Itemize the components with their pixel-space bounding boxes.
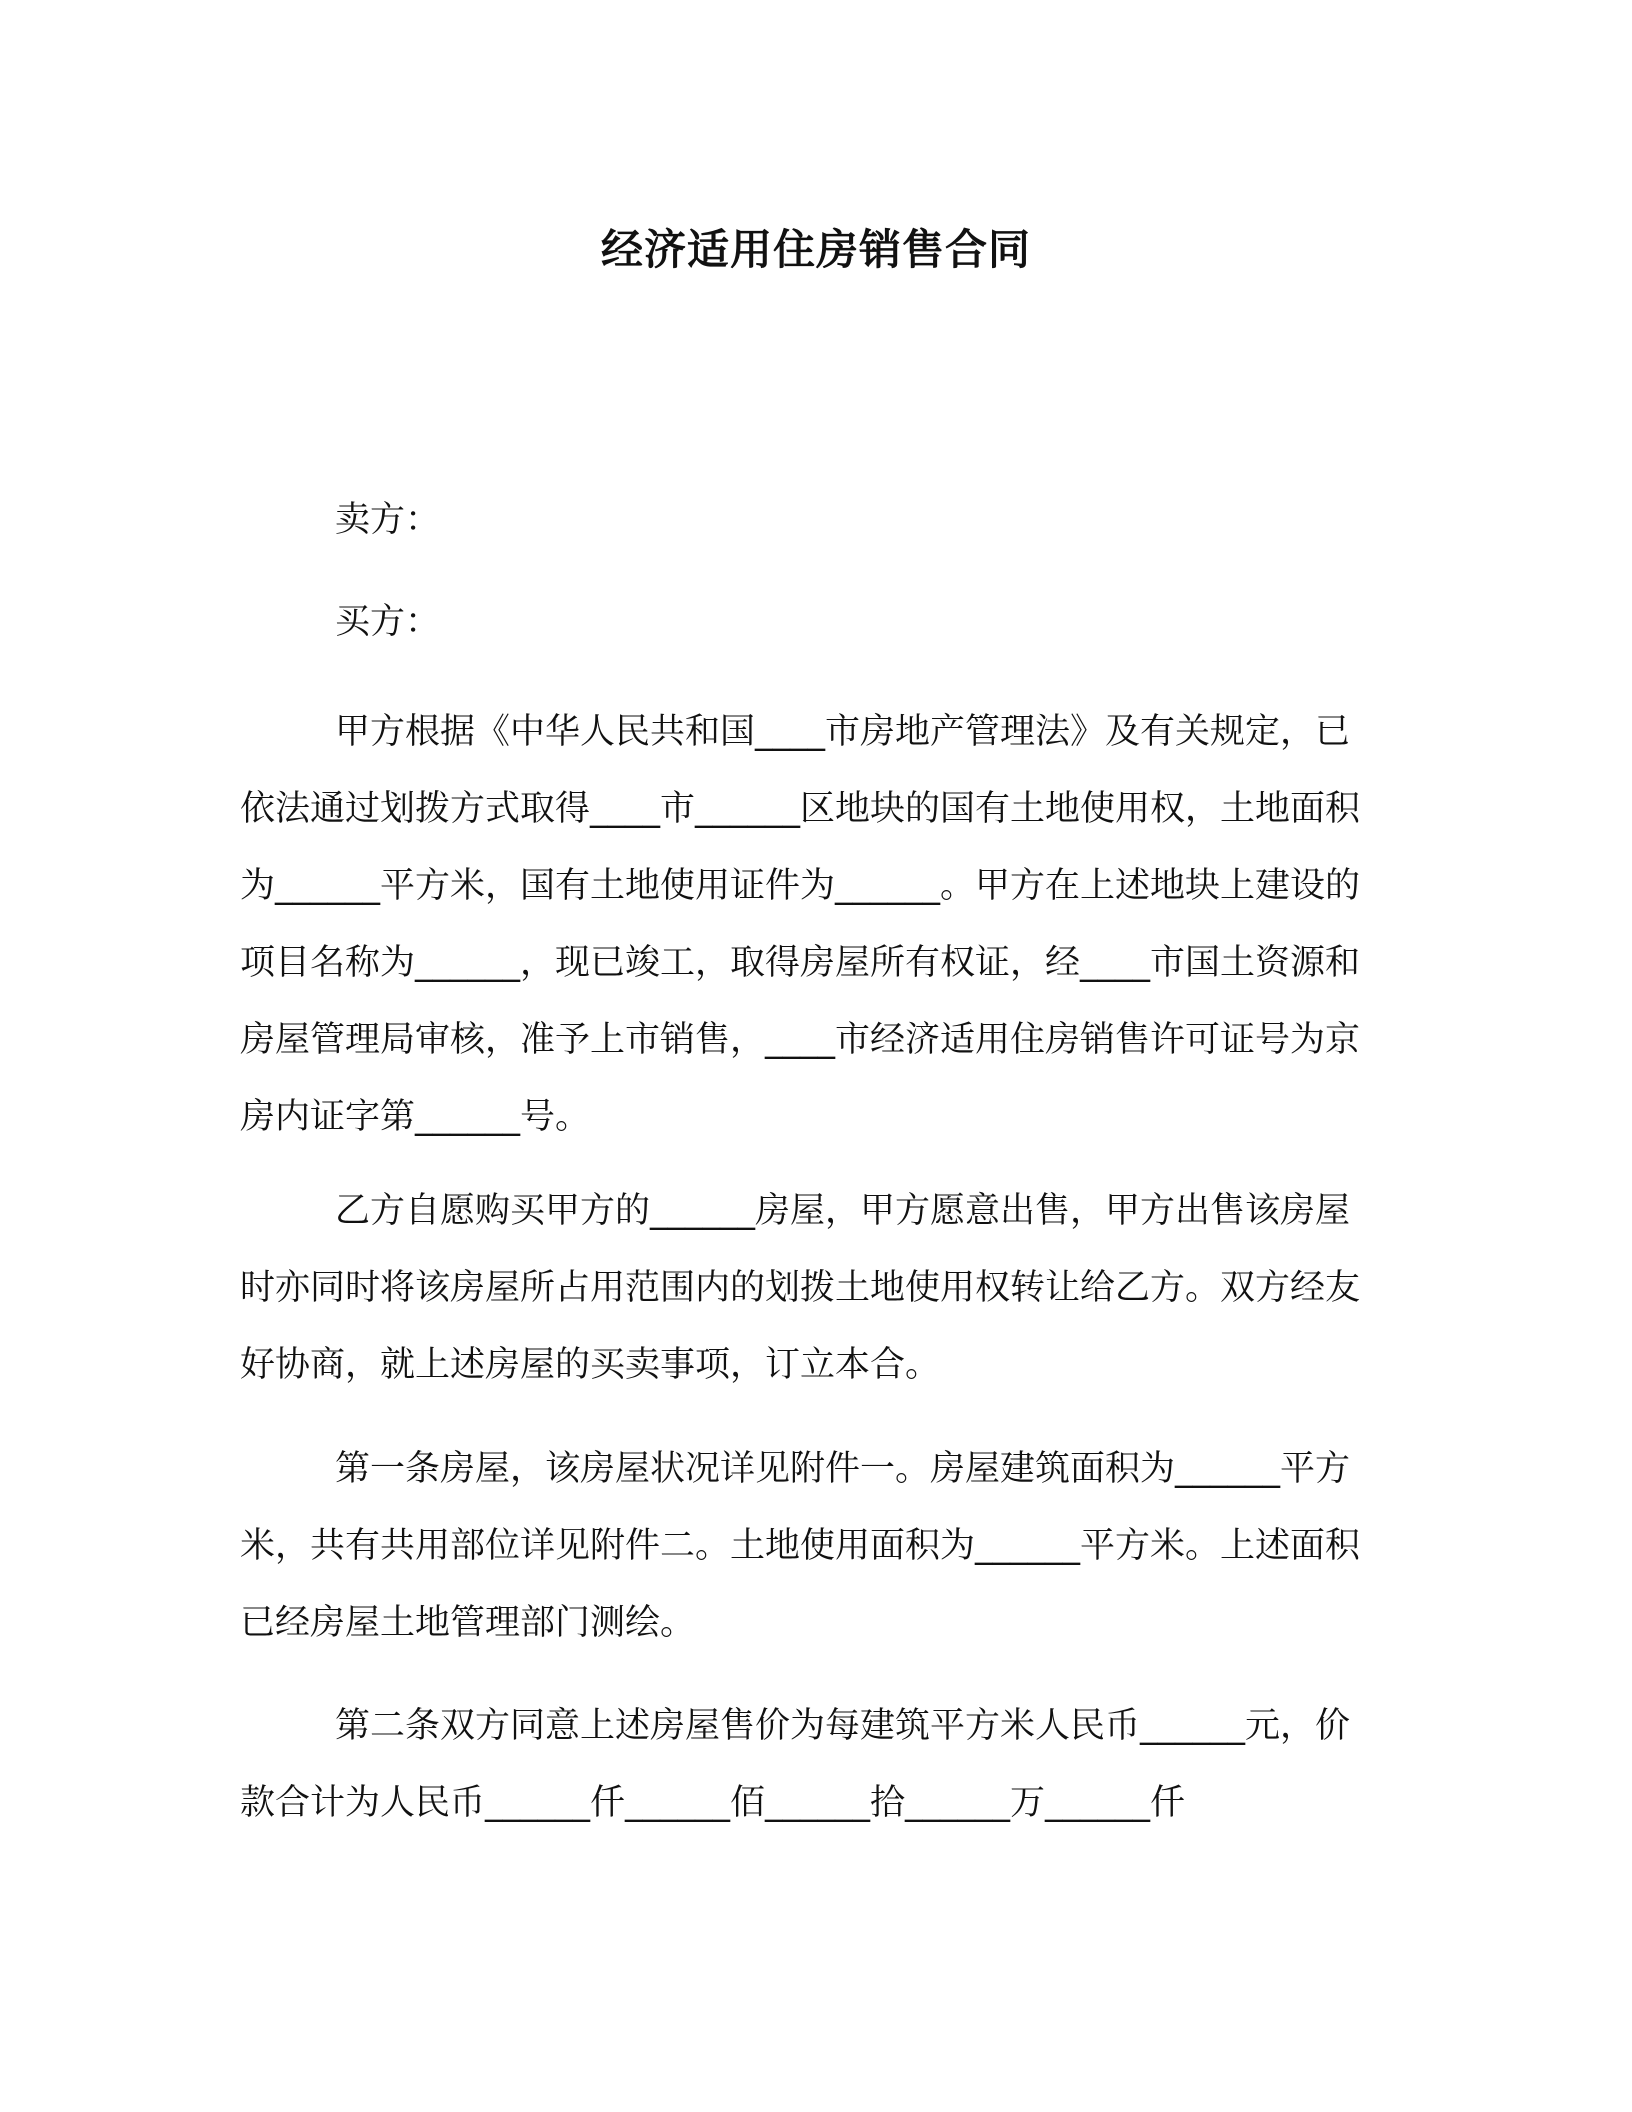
seller-label: 卖方： — [335, 500, 441, 540]
paragraph-preamble: 甲方根据《中华人民共和国____市房地产管理法》及有关规定，已依法通过划拨方式取得____市______区地块的国有土地使用权，土地面积为______平方米，国有土地使用证件为______。甲方在上述地块上建设的项目名称为______，现已竣工，取得房屋所有权证，经____市国土资源和房屋管理局审核，准予上市销售，____市经济适用住房销售许可证号为京房内证字第______号。 — [240, 712, 1361, 1137]
buyer-label: 买方： — [335, 602, 441, 642]
paragraph-agreement: 乙方自愿购买甲方的______房屋，甲方愿意出售，甲方出售该房屋时亦同时将该房屋所占用范围内的划拨土地使用权转让给乙方。双方经友好协商，就上述房屋的买卖事项，订立本合。 — [240, 1191, 1361, 1385]
paragraph-article-2: 第二条双方同意上述房屋售价为每建筑平方米人民币______元，价款合计为人民币______仟______佰______拾______万______仟 — [240, 1706, 1351, 1823]
document-title: 经济适用住房销售合同 — [600, 225, 1031, 274]
paragraph-article-1: 第一条房屋，该房屋状况详见附件一。房屋建筑面积为______平方米，共有共用部位详见附件二。土地使用面积为______平方米。上述面积已经房屋土地管理部门测绘。 — [240, 1449, 1361, 1643]
